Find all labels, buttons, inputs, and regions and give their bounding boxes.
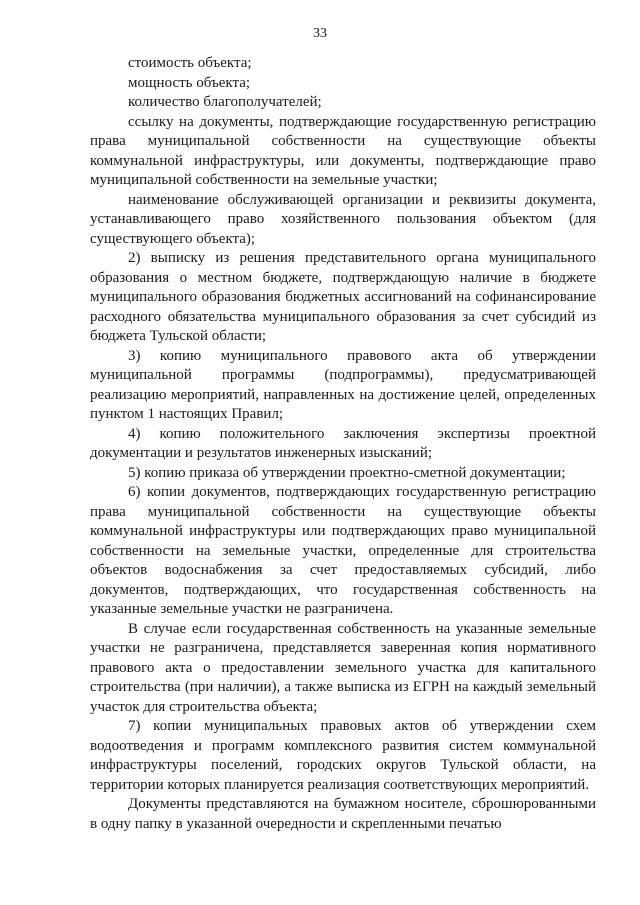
paragraph-land-not-delimited: В случае если государственная собственность на указанные земельные участки не разграничена, представляется заверенная копия нормативного правового акта о предоставлении земельного участка для капитального строительства (при наличии), а также выписка из ЕГРН на каждый земельный участок для строительства объекта; bbox=[90, 620, 596, 715]
paragraph-service-organization: наименование обслуживающей организации и реквизиты документа, устанавливающего право хозяйственного пользования объектом (для существующего объекта); bbox=[90, 191, 596, 247]
paragraph-item-3: 3) копию муниципального правового акта об утверждении муниципальной программы (подпрограммы), предусматривающей реализацию мероприятий, направленных на достижение целей, определенных пунктом 1 настоящих Правил; bbox=[90, 347, 596, 422]
paragraph-item-6: 6) копии документов, подтверждающих государственную регистрацию права муниципальной собственности на существующие объекты коммунальной инфраструктуры или подтверждающих право муниципальной собственности на земельные участки, определенные для строительства объектов водоснабжения за счет предоставляемых субсидий, либо документов, подтверждающих, что государственная собственность на указанные земельные участки не разграничена. bbox=[90, 484, 596, 617]
paragraph-registration-link: ссылку на документы, подтверждающие государственную регистрацию права муниципальной собственности на существующие объекты коммунальной инфраструктуры, или документы, подтверждающие право муниципальной собственности на земельные участки; bbox=[90, 113, 596, 188]
paragraph-beneficiaries: количество благополучателей; bbox=[128, 94, 322, 110]
paragraph-documents-submission: Документы представляются на бумажном носителе, сброшюрованными в одну папку в указанной очередности и скрепленными печатью bbox=[90, 796, 596, 832]
paragraph-item-5: 5) копию приказа об утверждении проектно-сметной документации; bbox=[128, 464, 566, 481]
paragraph-item-7: 7) копии муниципальных правовых актов об утверждении схем водоотведения и программ комплексного развития систем коммунальной инфраструктуры поселений, городских округов Тульской области, на территории которых планируется реализация соответствующих мероприятий. bbox=[90, 718, 596, 793]
paragraph-item-4: 4) копию положительного заключения экспертизы проектной документации и результатов инженерных изысканий; bbox=[90, 425, 596, 461]
paragraph-object-cost: стоимость объекта; bbox=[128, 55, 252, 71]
page-number: 33 bbox=[313, 26, 327, 41]
paragraph-object-capacity: мощность объекта; bbox=[128, 74, 251, 91]
paragraph-item-2: 2) выписку из решения представительного органа муниципального образования о местном бюджете, подтверждающую наличие в бюджете муниципального образования бюджетных ассигнований на софинансирование расходного обязательства муниципального образования за счет субсидий из бюджета Тульской области; bbox=[90, 250, 596, 344]
document-body bbox=[90, 54, 596, 834]
